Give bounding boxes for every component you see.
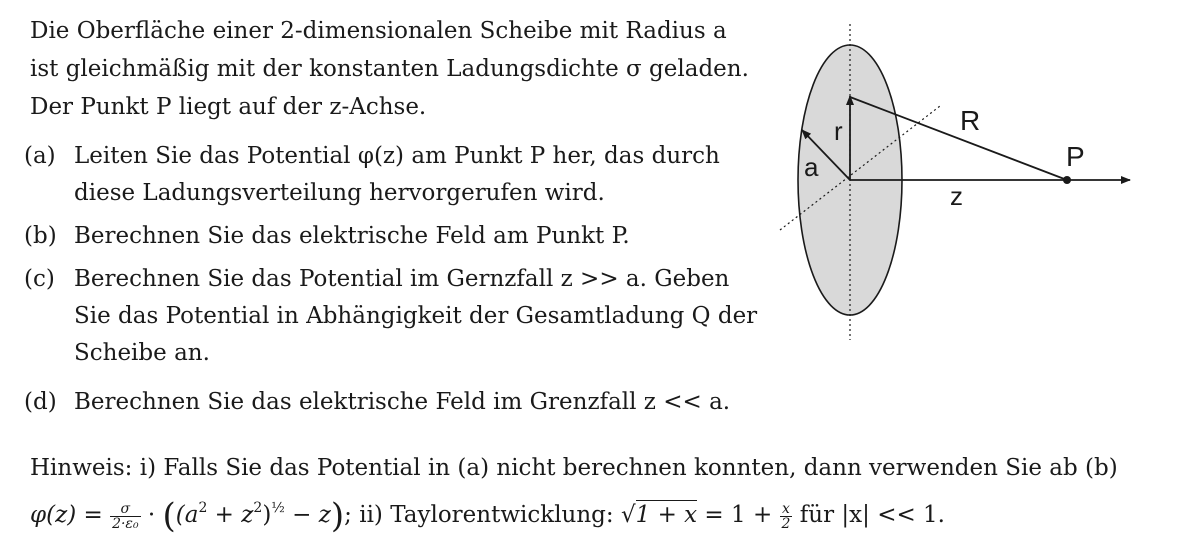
- subquestion-text: Berechnen Sie das Potential im Gernzfall z >> a. Geben Sie das Potential in Abhängigkeit der Gesamtladung Q der Scheibe an.: [74, 266, 758, 366]
- label-P: P: [1066, 141, 1085, 172]
- subquestion-b: [24, 218, 764, 255]
- intro-line-3: Der Punkt P liegt auf der z-Achse.: [30, 94, 427, 120]
- label-R: R: [960, 105, 981, 136]
- exponent-half: ½: [271, 500, 285, 516]
- point-p-dot: [1063, 176, 1071, 184]
- subquestion-a: [24, 138, 764, 212]
- disk-diagram-svg: [775, 18, 1145, 348]
- taylor-rhs: = 1 +: [697, 502, 780, 528]
- disk-diagram: [775, 18, 1145, 348]
- hint-block: [30, 448, 1190, 535]
- subquestion-list: [24, 138, 764, 421]
- paren-close: ): [330, 496, 345, 536]
- inner-close: ): [262, 502, 272, 528]
- taylor-condition: für |x| << 1.: [792, 502, 945, 528]
- label-a: a: [804, 152, 819, 182]
- subquestion-label: (d): [24, 389, 57, 415]
- label-r: r: [834, 116, 843, 146]
- subquestion-c: [24, 261, 764, 372]
- sigma-fraction: [110, 502, 140, 531]
- hint-after: ; ii) Taylorentwicklung:: [344, 502, 621, 528]
- fraction-denominator: 2·ε₀: [112, 515, 139, 532]
- exponent-two-a: 2: [198, 500, 208, 516]
- intro-line-2: ist gleichmäßig mit der konstanten Ladungsdichte σ geladen.: [30, 56, 749, 82]
- minus-z: − z: [284, 502, 331, 528]
- inner-open: (a: [175, 502, 199, 528]
- subquestion-text: Berechnen Sie das elektrische Feld im Grenzfall z << a.: [74, 389, 731, 415]
- subquestion-text: Leiten Sie das Potential φ(z) am Punkt P her, das durch diese Ladungsverteilung hervorgerufen wird.: [74, 143, 720, 206]
- intro-line-1: Die Oberfläche einer 2-dimensionalen Scheibe mit Radius a: [30, 18, 727, 44]
- plus-z: + z: [207, 502, 254, 528]
- problem-intro: [30, 12, 760, 126]
- x-half-fraction: [780, 502, 793, 531]
- fraction-denominator: 2: [781, 515, 791, 532]
- subquestion-label: (b): [24, 223, 57, 249]
- sqrt-argument: 1 + x: [635, 502, 698, 528]
- sqrt-sign: √: [620, 502, 636, 528]
- subquestion-label: (a): [24, 143, 56, 169]
- subquestion-label: (c): [24, 266, 55, 292]
- hint-line-1: Hinweis: i) Falls Sie das Potential in (a) nicht berechnen konnten, dann verwenden Sie ab (b): [30, 455, 1118, 481]
- label-z: z: [950, 181, 963, 211]
- subquestion-text: Berechnen Sie das elektrische Feld am Punkt P.: [74, 223, 630, 249]
- fraction-numerator: σ: [110, 502, 140, 517]
- phi-lhs: φ(z) =: [30, 502, 103, 528]
- multiply-dot: ·: [147, 502, 156, 528]
- paren-open: (: [162, 496, 176, 536]
- hint-line-2: [30, 488, 1190, 535]
- exponent-two-b: 2: [253, 500, 263, 516]
- fraction-numerator: x: [780, 502, 793, 517]
- subquestion-d: [24, 384, 764, 421]
